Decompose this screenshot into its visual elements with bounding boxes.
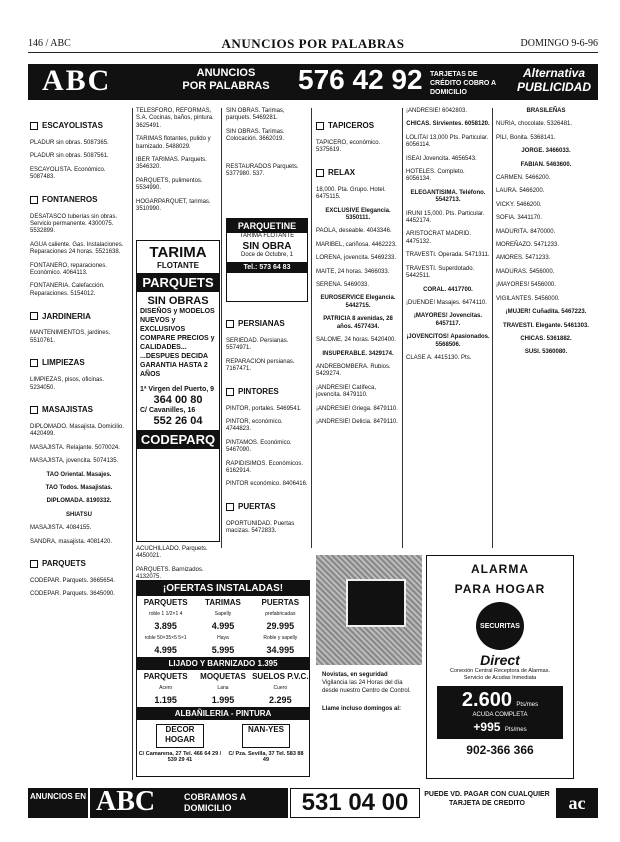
list-item: ¡MUJER! Cuñadita. 5467223. — [505, 309, 587, 316]
list-item: MASAJISTA. Relajante. 5070024. — [30, 444, 120, 451]
column-2 — [136, 108, 220, 219]
security-advert: Novistas, en seguridad Vigilancia las 24 Horas del día desde nuestro Centro de Control. Llame incluso domingos al: — [316, 555, 422, 777]
list-item: PARQUETS, pulimentos. 5534990. — [136, 177, 203, 192]
list-item: ¡MAYORES! 5456000. — [496, 282, 556, 289]
checkbox-icon — [316, 122, 324, 130]
list-item: PINTOR, portales. 5469541. — [226, 405, 302, 412]
list-item: TARIMAS flotantes, pulido y barnizado. 5488029. — [136, 136, 211, 150]
list-item: ELEGANTISIMA. Teléfono. 5542713. — [410, 189, 486, 204]
list-item: MASAJISTA, jovencita. 5074135. — [30, 458, 119, 465]
column-rule — [221, 108, 222, 548]
list-item: ACUCHILLADO. Parquets. 4450021. — [136, 546, 208, 560]
list-item: CHICAS. 5361882. — [520, 335, 572, 342]
column-5 — [406, 108, 490, 368]
section-jardineria: JARDINERIA — [30, 312, 128, 320]
abc-logo: ABC — [42, 64, 112, 97]
list-item: 18,000. Pta. Grupo. Hotel. 6475115. — [316, 186, 386, 201]
list-item: SALOME, 24 horas. 5420400. — [316, 337, 397, 344]
list-item: SOFIA. 3441170. — [496, 215, 542, 222]
list-item: PILI, Bonita. 5368141. — [496, 134, 556, 141]
list-item: PLADUR sin obras. 5087365. — [30, 140, 109, 146]
securitas-seal-icon: SECURITAS — [476, 602, 524, 650]
list-item: ¡ANDRESIE! Delicia. 8479110. — [316, 418, 398, 425]
list-item: TELESFORO, REFORMAS, S.A. Cocinas, baños, pintura. 3625491. — [136, 108, 214, 129]
list-item: BRASILEÑAS — [526, 108, 566, 114]
list-item: ¡DUENDE! Masajes. 6474110. — [406, 299, 487, 306]
list-item: PINTOR, económico. 4744823. — [226, 419, 283, 433]
list-item: ¡MAYORES! Jovencitas. 6457117. — [413, 313, 483, 327]
list-item: ARISTOCRAT MADRID. 4475132. — [406, 231, 472, 245]
list-item: VIGILANTES. 5456000. — [496, 295, 560, 302]
list-item: PINTAMOS. Económico. 5467090. — [226, 439, 292, 454]
banner-tagline: ANUNCIOS POR PALABRAS — [182, 67, 270, 92]
section-escayolistas: ESCAYOLISTAS — [30, 122, 128, 130]
list-item: PINTOR económico. 8406416. — [226, 481, 308, 488]
section-fontaneros: FONTANEROS — [30, 196, 128, 204]
list-item: ANDREBOMBERA. Rubios. 5429274. — [316, 363, 391, 378]
list-item: SANDRA, masajista. 4081420. — [30, 538, 113, 545]
list-item: SIN OBRAS. Tarimas, parquets. 5469281. — [226, 108, 285, 122]
checkbox-icon — [226, 320, 234, 328]
decor-hogar-logo: DECOR HOGAR — [156, 724, 204, 748]
list-item: SIN OBRAS. Tarimas. Colocación. 3662019. — [226, 128, 285, 143]
banner-cards: TARJETAS DE CRÉDITO COBRO A DOMICILIO — [430, 71, 496, 96]
list-item: RESTAURADOS Parquets. 5377980. 537. — [226, 163, 299, 178]
monitor-icon — [346, 579, 406, 627]
list-item: FABIAN. 5463600. — [520, 161, 572, 168]
checkbox-icon — [226, 388, 234, 396]
list-item: CHICAS. Sirvientes. 6058120. — [406, 121, 490, 128]
alarm-advert: ALARMA PARA HOGAR SECURITAS Direct Conexión Central Receptora de Alarmas. Servicio de Acudas Inmediata 2.600 Pts/mes ACUDA COMPLETA +995 Pts/mes 902-366 366 — [426, 555, 574, 779]
section-limpiezas: LIMPIEZAS — [30, 359, 128, 367]
footer-banner: ANUNCIOS EN ABC COBRAMOS A DOMICILIO 531 04 00 PUEDE VD. PAGAR CON CUALQUIER TARJETA DE CREDITO ac — [28, 788, 598, 818]
list-item: RAPIDISIMOS. Económicos. 6162914. — [226, 460, 304, 475]
list-item: NURIA, chocolate. 5326481. — [496, 121, 573, 128]
banner-phone: 576 42 92 — [298, 64, 423, 95]
checkbox-icon — [30, 406, 38, 414]
list-item: MANTENIMIENTOS, jardines. 5510761. — [30, 330, 111, 344]
list-item: PATRICIA 8 avenidas, 28 años. 4577434. — [323, 316, 393, 330]
list-item: AMORES. 5471233. — [496, 255, 551, 262]
list-item: MAITE, 24 horas. 3466033. — [316, 268, 390, 275]
list-item: OPORTUNIDAD. Puertas macizas. 5472833. — [226, 520, 295, 535]
list-item: VICKY. 5466200. — [496, 201, 542, 208]
column-3-lower — [226, 306, 308, 542]
list-item: ISEAI Jovencita. 4656543. — [406, 155, 477, 162]
list-item: CODEPAR. Parquets. 3645090. — [30, 591, 115, 598]
list-item: ¡ANDRESIE! Catífeca, jovencita. 8479110. — [316, 384, 377, 399]
list-item: DIPLOMADA. 8190332. — [46, 498, 112, 505]
section-puertas: PUERTAS — [226, 503, 308, 511]
ofertas-advert: ¡OFERTAS INSTALADAS! PARQUETS TARIMAS PUERTAS roble 1 1/2×1 4 Sapelly prefabricadas 3.895 4.995 29.995 roble 50×35×5 5×1 Haya Roble y sapelly 4.995 5.995 34.995 LIJADO Y BARNIZADO 1.395 PARQUETS MOQUETAS SUELOS P.V.C. Acero Lana Cuero 1.195 1.995 2.295 ALBAÑILERIA - PINTURA DECOR HOGAR NAN-YES C/ Camarena, 27 Tel. 466 64 29 / 539 29 41 C/ Pza. Sevilla, 37 Tel. 583 88 49 — [136, 580, 310, 777]
list-item: ¡ANDRESIE! Griega. 8479110. — [316, 405, 398, 412]
list-item: DIPLOMADO. Masajista. Domicilio. 4420499. — [30, 423, 125, 438]
list-item: LIMPIEZAS, pisos, oficinas. 5234050. — [30, 377, 105, 391]
column-rule — [311, 108, 312, 548]
list-item: LOLITAI 13,000 Pts. Particular. 6056114. — [406, 134, 489, 149]
list-item: ¡JOVENCITOS! Apasionados. 5568506. — [406, 334, 490, 348]
list-item: TAO Todos. Masajistas. — [45, 484, 113, 491]
checkbox-icon — [226, 503, 234, 511]
list-item: REPARACION persianas. 7167471. — [226, 358, 295, 373]
checkbox-icon — [30, 196, 38, 204]
list-item: CORAL. 4417700. — [423, 286, 473, 293]
column-rule — [402, 108, 403, 548]
list-item: MASAJISTA. 4084155. — [30, 525, 92, 532]
list-item: SHIATSU — [66, 511, 92, 518]
list-item: CARMEN. 5466200. — [496, 175, 551, 182]
list-item: TAPICERO, económico. 5375619. — [316, 140, 381, 154]
list-item: MADURAS. 5456000. — [496, 268, 555, 275]
list-item: SUSI. 5360080. — [524, 349, 568, 356]
list-item: LORENA, jovencita. 5469233. — [316, 255, 397, 262]
section-relax: RELAX — [316, 169, 400, 177]
list-item: PAOLA, deseable. 4043346. — [316, 228, 392, 235]
list-item: PARQUETS. Barnizados. 4132075. — [136, 566, 204, 581]
column-1 — [30, 108, 128, 605]
list-item: AGUA caliente. Gas. Instalaciones. Reparaciones 24 horas. 5521638. — [30, 241, 124, 256]
list-item: EUROSERVICE Elegancia. 5442715. — [320, 295, 396, 309]
section-pintores: PINTORES — [226, 388, 308, 396]
list-item: HOGARPARQUET, tarimas. 3510990. — [136, 198, 211, 213]
list-item: INSUPERABLE. 3429174. — [322, 350, 394, 357]
nan-yes-logo: NAN-YES — [242, 724, 290, 748]
list-item: MOREÑAZO. 5471233. — [496, 242, 560, 249]
page-header — [28, 36, 598, 53]
list-item: DESATASCO tuberías sin obras. Servicio permanente. 4300075. 5532899. — [30, 213, 118, 235]
checkbox-icon — [30, 560, 38, 568]
list-item: TRAVESTI. Superdotado. 5442511. — [406, 265, 475, 280]
page-date: DOMINGO 9-6-96 — [520, 38, 598, 49]
list-item: JORGE. 3466033. — [521, 148, 571, 155]
list-item: IRUNI 15,000. Pts. Particular. 4452174. — [406, 210, 485, 225]
banner-alternativa: Alternativa PUBLICIDAD — [517, 66, 591, 94]
list-item: ¡ANDRESIE! 6042803. — [406, 108, 468, 114]
section-tapiceros: TAPICEROS — [316, 122, 400, 130]
list-item: EXCLUSIVE Elegancia. 5350111. — [325, 207, 391, 222]
list-item: LAURA. 5466200. — [496, 188, 545, 195]
list-item: HOTELES. Completo. 6056134. — [406, 169, 465, 183]
footer-phone: 531 04 00 — [290, 788, 420, 818]
security-photo — [316, 555, 422, 665]
list-item: TRAVESTI. Elegante. 5461303. — [503, 322, 589, 329]
column-rule — [492, 108, 493, 548]
column-rule — [132, 108, 133, 780]
checkbox-icon — [30, 359, 38, 367]
column-3 — [226, 108, 308, 184]
column-6 — [496, 108, 596, 363]
page-title: ANUNCIOS POR PALABRAS — [221, 36, 405, 51]
list-item: MARIBEL, cariñosa. 4462223. — [316, 241, 397, 248]
alarm-phone: 902-366 366 — [466, 743, 534, 757]
tarima-advert: TARIMA FLOTANTE PARQUETS SIN OBRAS DISEÑOS y MODELOS NUEVOS y EXCLUSIVOS COMPARE PRECIOS y CALIDADES... ...DESPUES DECIDA GARANTIA HASTA 2 AÑOS 1ª Virgen del Puerto, 9 364 00 80 C/ Cavanilles, 16 552 26 04 CODEPARQ — [136, 240, 220, 542]
section-parquets: PARQUETS — [30, 560, 128, 568]
list-item: TAO Oriental. Masajes. — [46, 471, 112, 478]
list-item: CODEPAR. Parquets. 3665654. — [30, 577, 115, 584]
list-item: FONTANERO, reparaciones. Económico. 4064113. — [30, 262, 107, 277]
list-item: SERIEDAD. Persianas. 5574971. — [226, 338, 289, 352]
list-item: FONTANERIA. Calefacción. Reparaciones. 5154012. — [30, 283, 105, 297]
column-4 — [316, 108, 400, 432]
list-item: PLADUR sin obras. 5087561. — [30, 153, 109, 160]
section-persianas: PERSIANAS — [226, 320, 308, 328]
list-item: MADURITA. 8470000. — [496, 228, 556, 235]
footer-logo: ac — [556, 788, 598, 818]
checkbox-icon — [30, 122, 38, 130]
checkbox-icon — [30, 312, 38, 320]
list-item: IBER TARIMAS. Parquets. 3546320. — [136, 157, 207, 171]
list-item: CLASE A. 4415130. Pts. — [406, 354, 472, 361]
section-masajistas: MASAJISTAS — [30, 406, 128, 414]
checkbox-icon — [316, 169, 324, 177]
page-number: 146 / ABC — [28, 38, 71, 49]
list-item: TRAVESTI. Operada. 5471311. — [406, 252, 490, 259]
list-item: SERENA. 5469033. — [316, 282, 370, 289]
parquetine-advert: PARQUETINE TARIMA FLOTANTE SIN OBRA Doce de Octubre, 1 Tel.: 573 64 83 — [226, 218, 308, 302]
list-item: ESCAYOLISTA. Económico. 5087483. — [30, 166, 106, 181]
top-banner — [28, 64, 598, 100]
